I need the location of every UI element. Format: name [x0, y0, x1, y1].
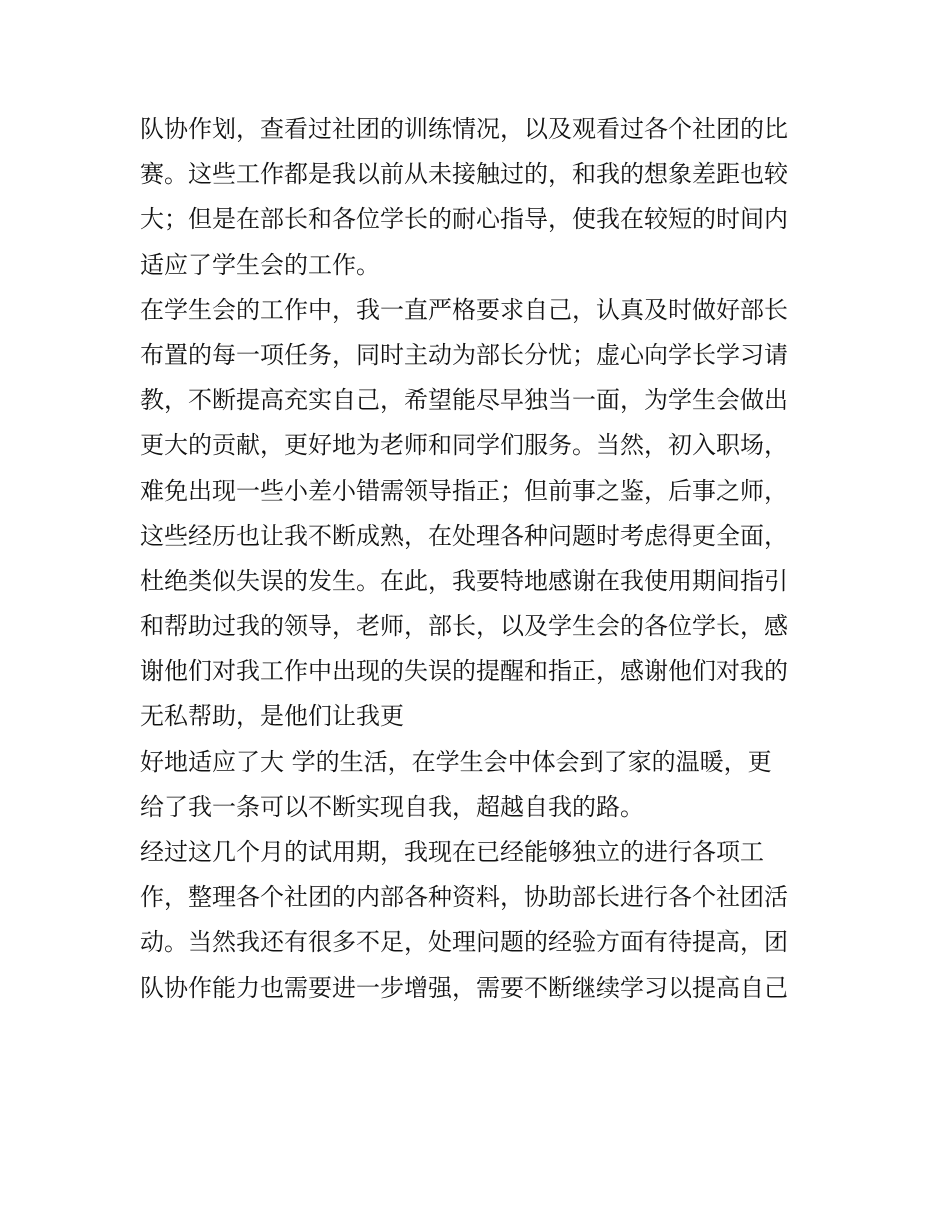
text-line: 动。当然我还有很多不足，处理问题的经验方面有待提高，团: [140, 928, 788, 957]
text-line: 难免出现一些小差小错需领导指正；但前事之鉴，后事之师，: [140, 476, 788, 505]
text-line: 队协作能力也需要进一步增强，需要不断继续学习以提高自己: [140, 973, 788, 1002]
text-line: 队协作划，查看过社团的训练情况，以及观看过各个社团的比: [140, 115, 788, 143]
text-line: 更大的贡献，更好地为老师和同学们服务。当然，初入职场，: [140, 431, 788, 460]
text-line: 好地适应了大 学的生活，在学生会中体会到了家的温暖，更: [140, 747, 772, 776]
text-line: 经过这几个月的试用期，我现在已经能够独立的进行各项工: [140, 838, 764, 866]
text-line: 适应了学生会的工作。: [140, 250, 380, 279]
text-line: 和帮助过我的领导，老师，部长，以及学生会的各位学长，感: [140, 612, 788, 641]
text-line: 赛。这些工作都是我以前从未接触过的，和我的想象差距也较: [140, 160, 788, 189]
text-line: 谢他们对我工作中出现的失误的提醒和指正，感谢他们对我的: [140, 657, 788, 686]
text-line: 杜绝类似失误的发生。在此，我要特地感谢在我使用期间指引: [140, 566, 788, 595]
text-line: 大；但是在部长和各位学长的耐心指导，使我在较短的时间内: [140, 205, 788, 234]
text-line: 给了我一条可以不断实现自我，超越自我的路。: [140, 792, 644, 821]
text-line: 布置的每一项任务，同时主动为部长分忧；虚心向学长学习请: [140, 340, 788, 369]
text-line: 教，不断提高充实自己，希望能尽早独当一面，为学生会做出: [140, 386, 788, 415]
text-line: 无私帮助，是他们让我更: [140, 702, 404, 731]
document-body: [140, 107, 820, 1011]
text-line: 在学生会的工作中，我一直严格要求自己，认真及时做好部长: [140, 295, 788, 324]
text-line: 这些经历也让我不断成熟，在处理各种问题时考虑得更全面，: [140, 521, 788, 550]
text-line: 作，整理各个社团的内部各种资料，协助部长进行各个社团活: [140, 883, 788, 912]
